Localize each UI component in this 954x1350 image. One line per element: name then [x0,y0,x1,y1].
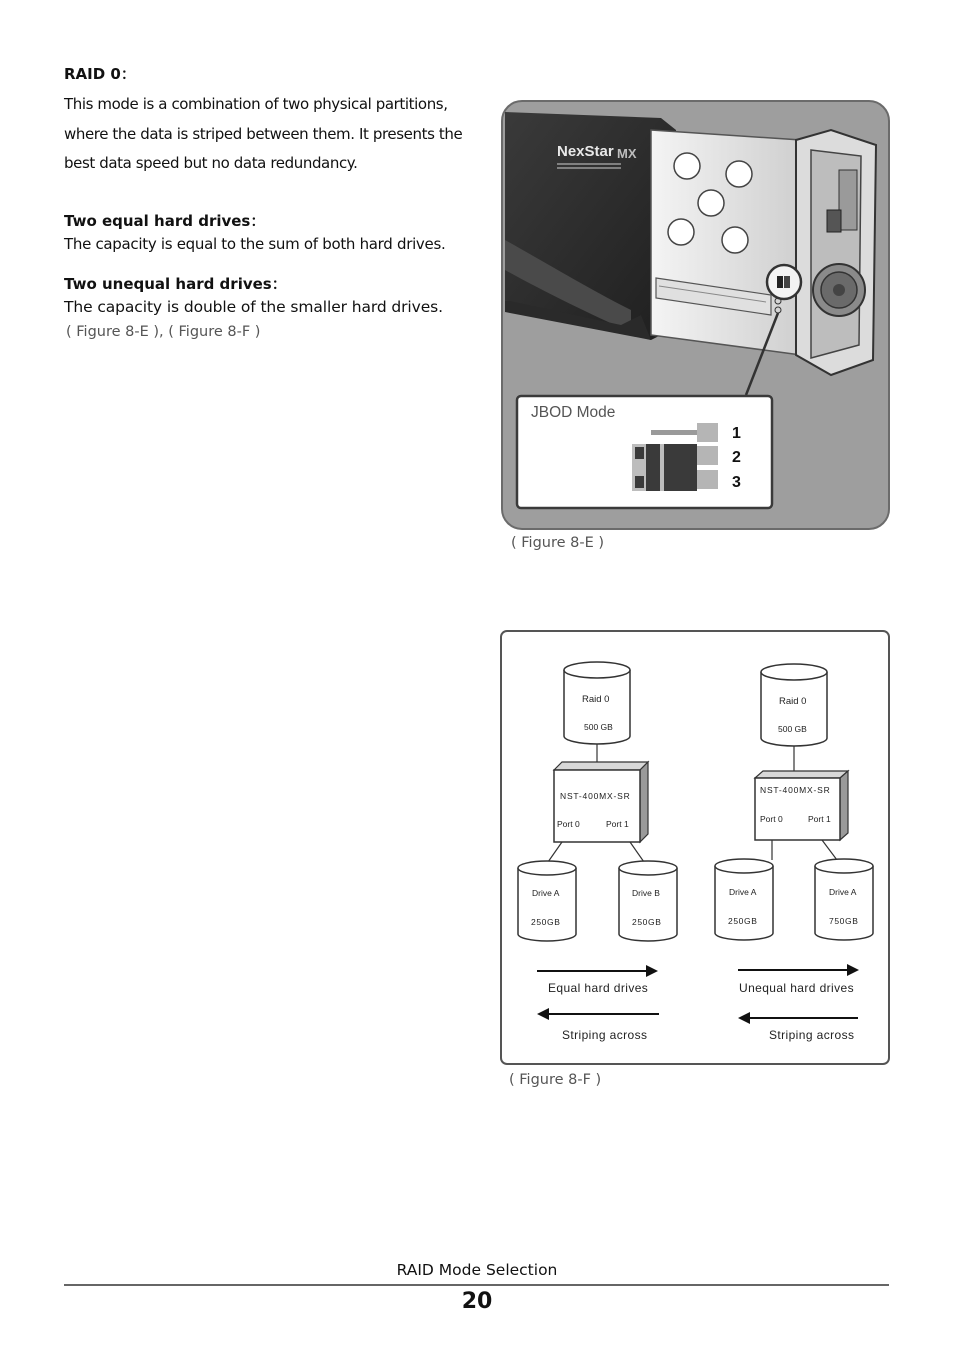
brand-label: NexStar [557,143,614,160]
left-drive1-size: 250GB [531,917,561,927]
jbod-mode-label: JBOD Mode [531,404,616,421]
left-arrow-top-label: Equal hard drives [548,981,649,995]
right-arrow-bottom-label: Striping across [769,1028,855,1042]
figure-8e-caption: ( Figure 8-E ) [511,535,605,551]
right-port1-label: Port 1 [808,814,831,824]
raid0-description: This mode is a combination of two physical partitions, where the data is striped between them. It presents the best data speed but no data redundancy. [64,95,463,172]
left-arrow-left [537,1008,659,1020]
left-arrow-bottom-label: Striping across [562,1028,648,1042]
right-drive-1 [715,859,773,940]
right-arrow-left [738,1012,858,1024]
left-drive2-size: 250GB [632,917,662,927]
switch-position-1: 1 [732,425,741,442]
left-drive-2 [619,861,677,941]
section-heading-raid0: RAID 0： [64,65,136,83]
figure-references: ( Figure 8-E ), ( Figure 8-F ) [66,324,261,340]
right-drive2-name: Drive A [829,887,857,897]
footer-section-title: RAID Mode Selection [396,1261,558,1279]
figure-8f-raid0-diagram [500,630,890,1065]
page-number: 20 [461,1289,493,1314]
footer-divider [64,1284,889,1286]
right-arrow-top-label: Unequal hard drives [739,981,854,995]
switch-position-3: 3 [732,474,741,491]
right-drive2-size: 750GB [829,916,859,926]
equal-drives-text: The capacity is equal to the sum of both hard drives. [64,235,446,253]
left-enclosure-box [554,762,648,842]
left-raid-volume [564,662,630,744]
right-drive1-size: 250GB [728,916,758,926]
figure-8f-caption: ( Figure 8-F ) [509,1072,602,1088]
right-enclosure-box [755,771,848,840]
brand-suffix-label: MX [617,146,637,161]
figure-8e-enclosure-illustration [501,100,890,530]
left-drive-1 [518,861,576,941]
left-drive2-name: Drive B [632,888,660,898]
right-raid-volume [761,664,827,746]
right-raid-size: 500 GB [778,724,807,734]
switch-position-2: 2 [732,449,741,466]
left-raid-label: Raid 0 [582,694,610,705]
left-port0-label: Port 0 [557,819,580,829]
right-enclosure-label: NST-400MX-SR [760,785,831,795]
right-raid-label: Raid 0 [779,696,807,707]
right-drive1-name: Drive A [729,887,757,897]
left-drive1-name: Drive A [532,888,560,898]
right-arrow-right [738,964,859,976]
left-raid-size: 500 GB [584,722,613,732]
left-port1-label: Port 1 [606,819,629,829]
equal-drives-heading: Two equal hard drives： [64,212,266,230]
unequal-drives-heading: Two unequal hard drives： [64,275,287,293]
right-drive-2 [815,859,873,940]
left-enclosure-label: NST-400MX-SR [560,791,631,801]
right-port0-label: Port 0 [760,814,783,824]
left-arrow-right [537,965,658,977]
unequal-drives-text: The capacity is double of the smaller hard drives. [64,298,443,316]
